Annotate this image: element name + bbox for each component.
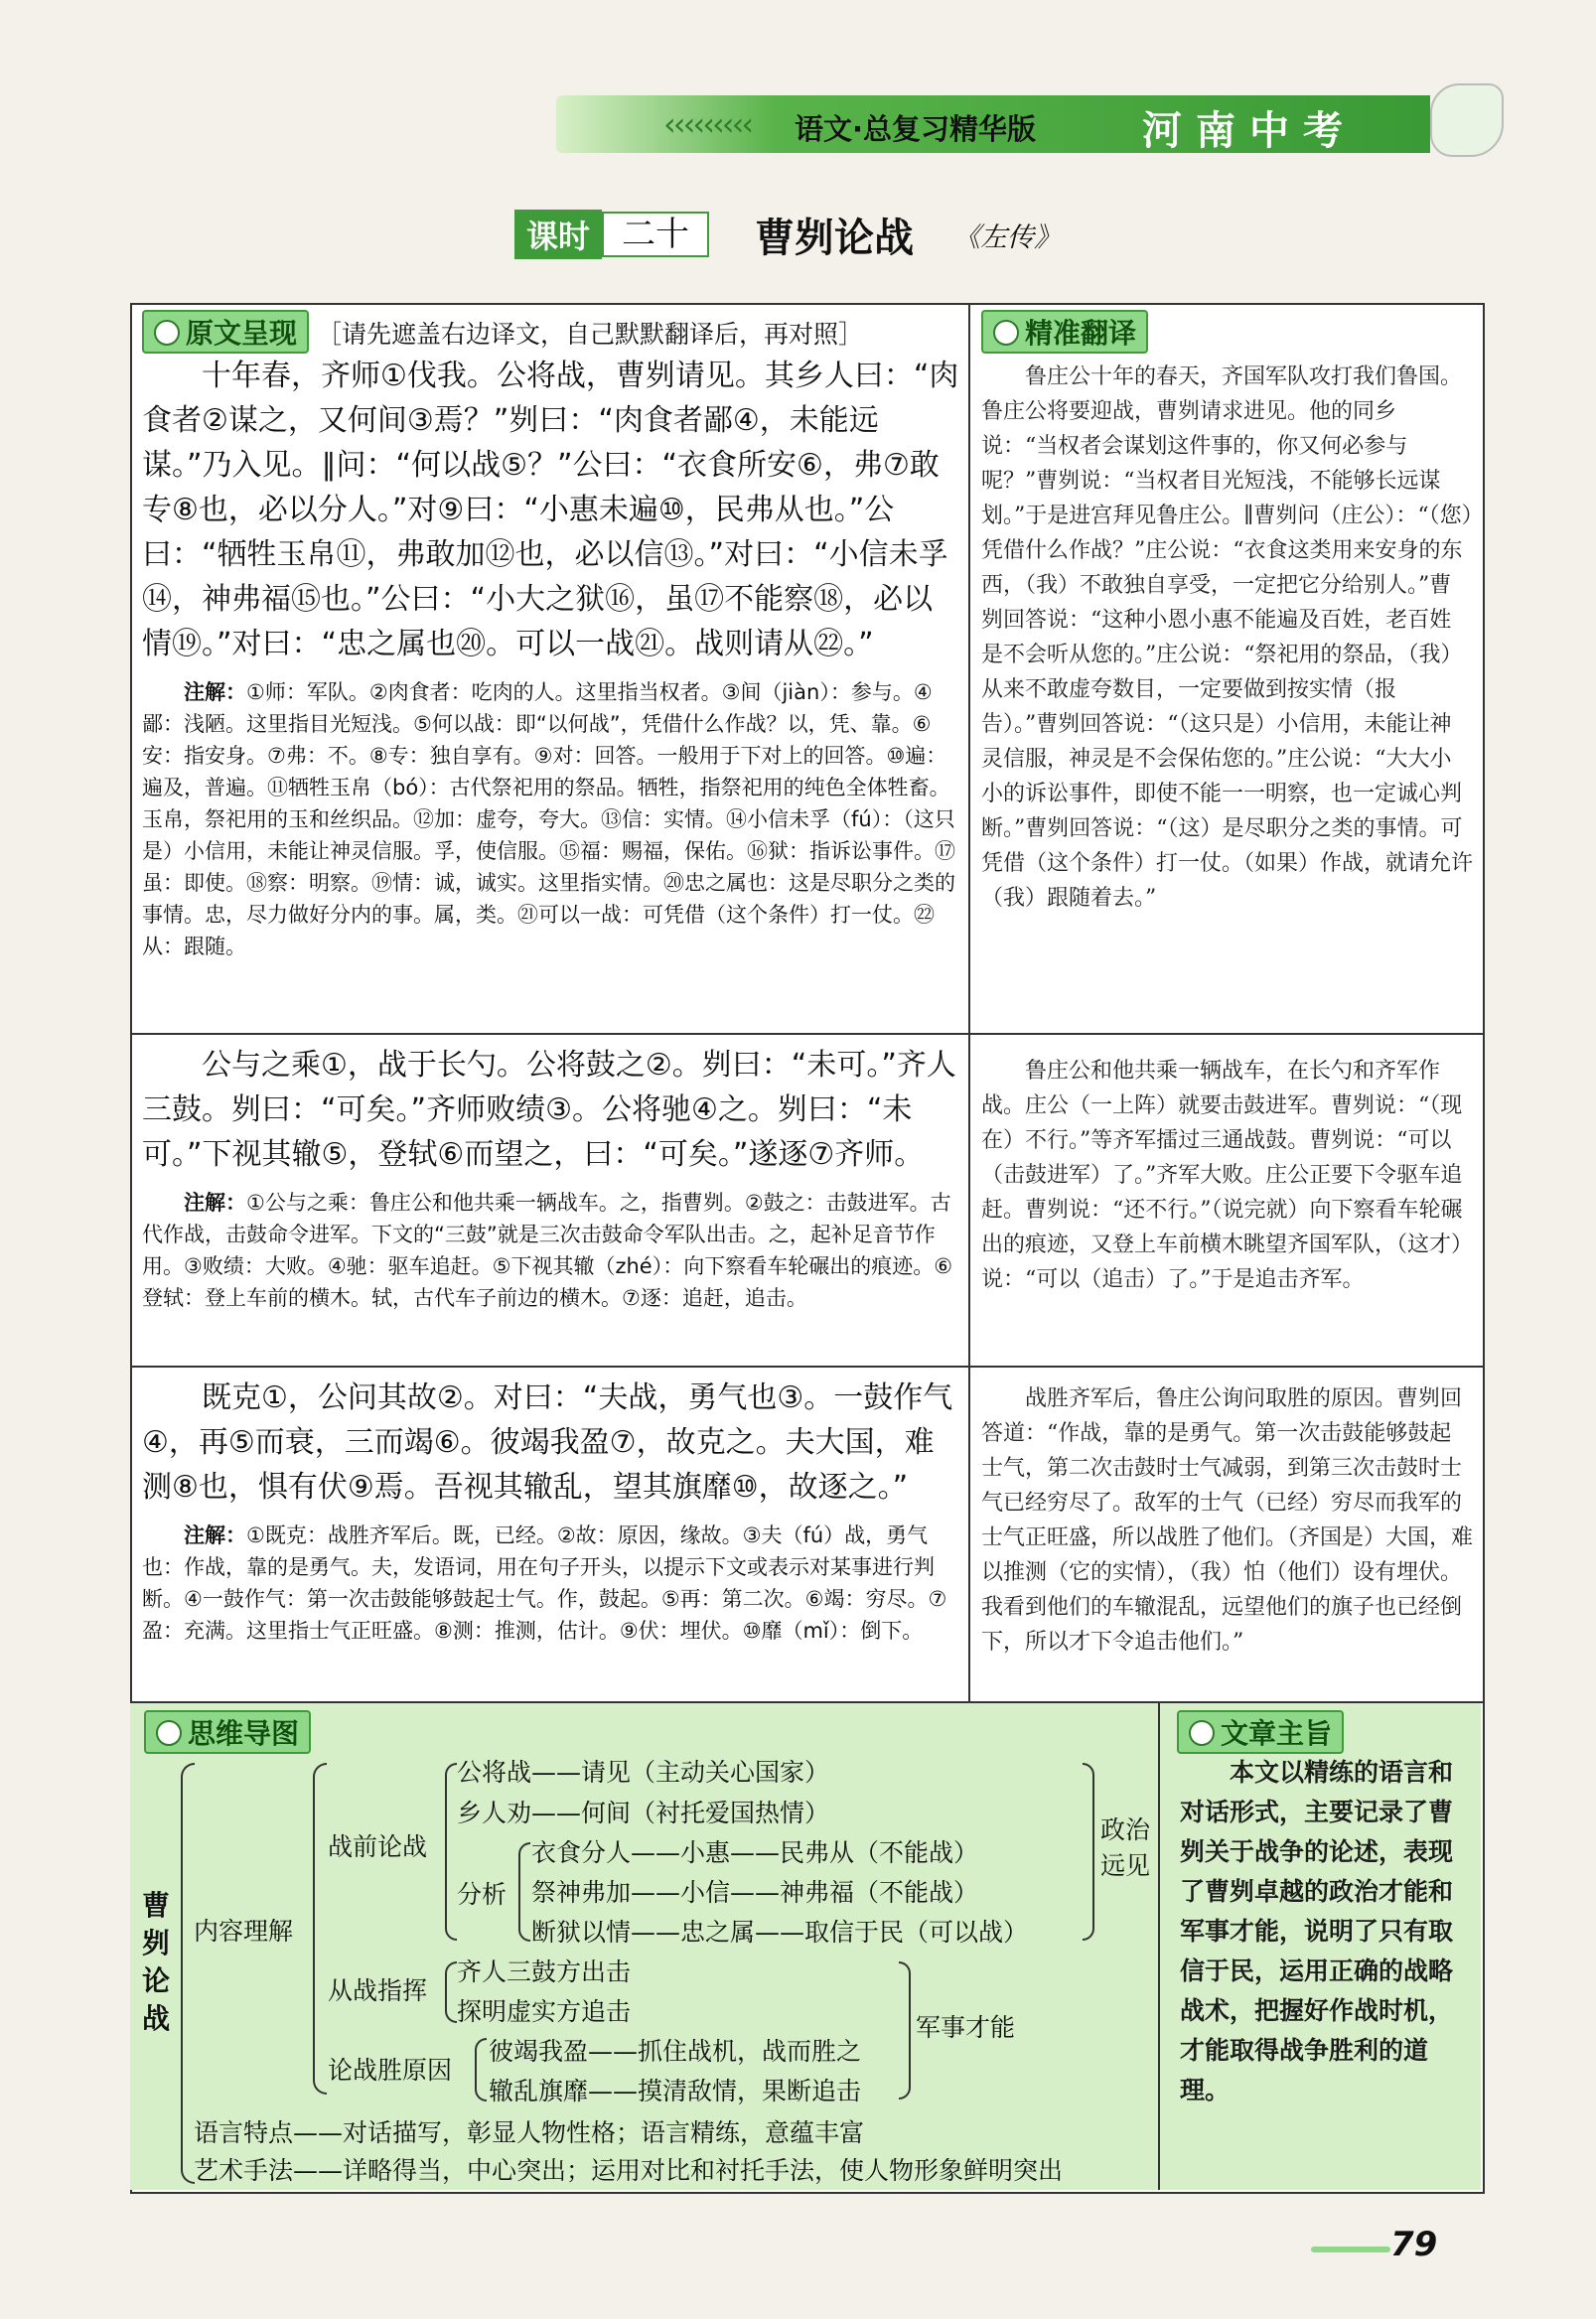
header-region: 河南中考	[1142, 108, 1357, 154]
art-technique: 艺术手法——详略得当，中心突出；运用对比和衬托手法，使人物形象鲜明突出	[194, 2156, 1064, 2185]
row-divider-2	[130, 1366, 1483, 1368]
lesson-title: 曹刿论战	[755, 215, 915, 261]
grid-icon	[156, 1720, 182, 1746]
mind-map-badge: 思维导图	[144, 1710, 311, 1754]
lesson-title-bar	[514, 211, 1062, 261]
section1-translation	[981, 310, 1473, 1030]
translation-badge: 精准翻译	[981, 310, 1148, 354]
notes-1: 注解：①师：军队。②肉食者：吃肉的人。这里指当权者。③间（jiàn）：参与。④鄙：浅陋。这里指目光短浅。⑤何以战：即“以何战”，凭借什么作战？以，凭、靠。⑥安：指安身。⑦弗：不。⑧专：独自享有。⑨对：回答。一般用于下对上的回答。⑩遍：遍及，普遍。⑪牺牲玉帛（bó）：古代祭祀用的祭品。牺牲，指祭祀用的纯色全体牲畜。玉帛，祭祀用的玉和丝织品。⑫加：虚夸，夸大。⑬信：实情。⑭小信未孚（fú）：（这只是）小信用，未能让神灵信服。孚，使信服。⑮福：赐福，保佑。⑯狱：指诉讼事件。⑰虽：即使。⑱察：明察。⑲情：诚，诚实。这里指实情。⑳忠之属也：这是尽职分之类的事情。忠，尽力做好分内的事。属，类。㉑可以一战：可凭借（这个条件）打一仗。㉒从：跟随。	[142, 680, 955, 958]
gist-badge: 文章主旨	[1177, 1710, 1344, 1754]
page-number-bar	[1311, 2247, 1390, 2252]
section3-translation	[981, 1376, 1473, 1698]
analysis-brace	[518, 1842, 530, 1942]
before-b2: 乡人劝——何间（衬托爱国热情）	[457, 1799, 830, 1827]
header-series: 语文·总复习精华版	[795, 112, 1037, 146]
link-icon	[1189, 1720, 1215, 1746]
before-brace	[445, 1763, 457, 1941]
follow-brace	[445, 1961, 457, 2023]
notes-3: 注解：①既克：战胜齐军后。既，已经。②故：原因，缘故。③夫（fú）战，勇气也：作战，靠的是勇气。夫，发语词，用在句子开头，以提示下文或表示对某事进行判断。④一鼓作气：第一次击鼓能够鼓起士气。作，鼓起。⑤再：第二次。⑥竭：穷尽。⑦盈：充满。这里指士气正旺盛。⑧测：推测，估计。⑨伏：埋伏。⑩靡（mǐ）：倒下。	[142, 1523, 947, 1643]
section3-original	[142, 1376, 961, 1698]
root-brace	[181, 1763, 195, 2184]
page-number: 79	[1390, 2225, 1438, 2264]
notes-2: 注解：①公与之乘：鲁庄公和他共乘一辆战车。之，指曹刿。②鼓之：击鼓进军。古代作战，击鼓命令进军。下文的“三鼓”就是三次击鼓命令军队出击。之，起补足音节作用。③败绩：大败。④驰：驱车追赶。⑤下视其辙（zhé）：向下察看车轮碾出的痕迹。⑥登轼：登上车前的横木。轼，古代车子前边的横木。⑦逐：追赶，追击。	[142, 1191, 953, 1310]
section1-original	[142, 310, 961, 1030]
row-divider-1	[130, 1033, 1483, 1035]
header-arrows: ‹‹‹‹‹‹‹‹‹	[663, 105, 752, 143]
reason-node: 论战胜原因	[328, 2056, 453, 2085]
analysis-a3: 断狱以情——忠之属——取信于民（可以战）	[531, 1918, 1029, 1947]
lesson-source: 《左传》	[953, 221, 1062, 253]
language-feature: 语言特点——对话描写，彰显人物性格；语言精练，意蕴丰富	[194, 2118, 865, 2147]
reason-r1: 彼竭我盈——抓住战机，战而胜之	[489, 2037, 862, 2066]
analysis-a1: 衣食分人——小惠——民弗从（不能战）	[531, 1838, 979, 1867]
translation-text-3: 战胜齐军后，鲁庄公询问取胜的原因。曹刿回答道：“作战，靠的是勇气。第一次击鼓能够鼓起士气，第二次击鼓时士气减弱，到第三次击鼓时士气已经穷尽了。敌军的士气（已经）穷尽而我军的士气正旺盛，所以战胜了他们。（齐国是）大国，难以推测（它的实情），（我）怕（他们）设有埋伏。我看到他们的车辙混乱，远望他们的旗子也已经倒下，所以才下令追击他们。”	[981, 1386, 1473, 1655]
section2-translation	[981, 1048, 1473, 1364]
follow-f1: 齐人三鼓方出击	[457, 1957, 632, 1986]
gist-text: 本文以精练的语言和对话形式，主要记录了曹刿关于战争的论述，表现了曹刿卓越的政治才能和军事才能，说明了只有取信于民，运用正确的战略战术，把握好作战时机，才能取得战争胜利的道理。	[1180, 1758, 1454, 2104]
original-text-1: 十年春，齐师①伐我。公将战，曹刿请见。其乡人曰：“肉食者②谋之，又何间③焉？”刿曰：“肉食者鄙④，未能远谋。”乃入见。∥问：“何以战⑤？”公曰：“衣食所安⑥，弗⑦敢专⑧也，必以分人。”对⑨曰：“小惠未遍⑩，民弗从也。”公曰：“牺牲玉帛⑪，弗敢加⑫也，必以信⑬。”对曰：“小信未孚⑭，神弗福⑮也。”公曰：“小大之狱⑯，虽⑰不能察⑱，必以情⑲。”对曰：“忠之属也⑳。可以一战㉑。战则请从㉒。”	[142, 359, 959, 661]
original-instruction: ［请先遮盖右边译文，自己默默翻译后，再对照］	[317, 320, 864, 349]
circle-icon	[154, 320, 180, 346]
mind-root: 曹刿论战	[142, 1889, 171, 2035]
column-divider	[968, 303, 970, 1703]
original-text-3: 既克①，公问其故②。对曰：“夫战，勇气也③。一鼓作气④，再⑤而衰，三而竭⑥。彼竭我盈⑦，故克之。夫大国，难测⑧也，惧有伏⑨焉。吾视其辙乱，望其旗靡⑩，故逐之。”	[142, 1380, 953, 1505]
politics-brace	[1083, 1763, 1094, 1941]
reason-r2: 辙乱旗靡——摸清敌情，果断追击	[489, 2077, 862, 2105]
section2-original	[142, 1043, 961, 1363]
military-brace	[899, 1961, 911, 2100]
military-node: 军事才能	[916, 2013, 1016, 2042]
follow-f2: 探明虚实方追击	[457, 1997, 632, 2026]
reason-brace	[475, 2038, 487, 2102]
lesson-tag: 课时	[514, 210, 602, 259]
mind-divider	[1158, 1703, 1160, 2190]
analysis-a2: 祭神弗加——小信——神弗福（不能战）	[531, 1878, 979, 1907]
follow-node: 从战指挥	[328, 1976, 428, 2005]
original-text-2: 公与之乘①，战于长勺。公将鼓之②。刿曰：“未可。”齐人三鼓。刿曰：“可矣。”齐师败绩③。公将驰④之。刿曰：“未可。”下视其辙⑤，登轼⑥而望之，曰：“可矣。”遂逐⑦齐师。	[142, 1048, 956, 1172]
politics-node: 政治远见	[1100, 1815, 1151, 1880]
original-badge: 原文呈现	[142, 310, 309, 354]
henan-map-icon	[1430, 83, 1504, 157]
content-node: 内容理解	[194, 1917, 294, 1946]
before-node: 战前论战	[328, 1832, 428, 1861]
target-icon	[993, 320, 1019, 346]
analysis-node: 分析	[457, 1880, 508, 1909]
content-brace	[313, 1763, 327, 2095]
translation-text-2: 鲁庄公和他共乘一辆战车，在长勺和齐军作战。庄公（一上阵）就要击鼓进军。曹刿说：“（现在）不行。”等齐军擂过三通战鼓。曹刿说：“可以（击鼓进军）了。”齐军大败。庄公正要下令驱车追赶。曹刿说：“还不行。”（说完就）向下察看车轮碾出的痕迹，又登上车前横木眺望齐国军队，（这才）说：“可以（追击）了。”于是追击齐军。	[981, 1059, 1473, 1292]
lesson-number: 二十	[602, 212, 709, 257]
before-b1: 公将战——请见（主动关心国家）	[457, 1758, 830, 1787]
translation-text-1: 鲁庄公十年的春天，齐国军队攻打我们鲁国。鲁庄公将要迎战，曹刿请求进见。他的同乡说：“当权者会谋划这件事的，你又何必参与呢？”曹刿说：“当权者目光短浅，不能够长远谋划。”于是进宫拜见鲁庄公。∥曹刿问（庄公）：“（您）凭借什么作战？”庄公说：“衣食这类用来安身的东西，（我）不敢独自享受，一定把它分给别人。”曹刿回答说：“这种小恩小惠不能遍及百姓，老百姓是不会听从您的。”庄公说：“祭祀用的祭品，（我）从来不敢虚夸数目，一定要做到按实情（报告）。”曹刿回答说：“（这只是）小信用，未能让神灵信服，神灵是不会保佑您的。”庄公说：“大大小小的诉讼事件，即使不能一一明察，也一定诚心判断。”曹刿回答说：“（这）是尽职分之类的事情。可凭借（这个条件）打一仗。（如果）作战，就请允许（我）跟随着去。”	[981, 364, 1473, 911]
